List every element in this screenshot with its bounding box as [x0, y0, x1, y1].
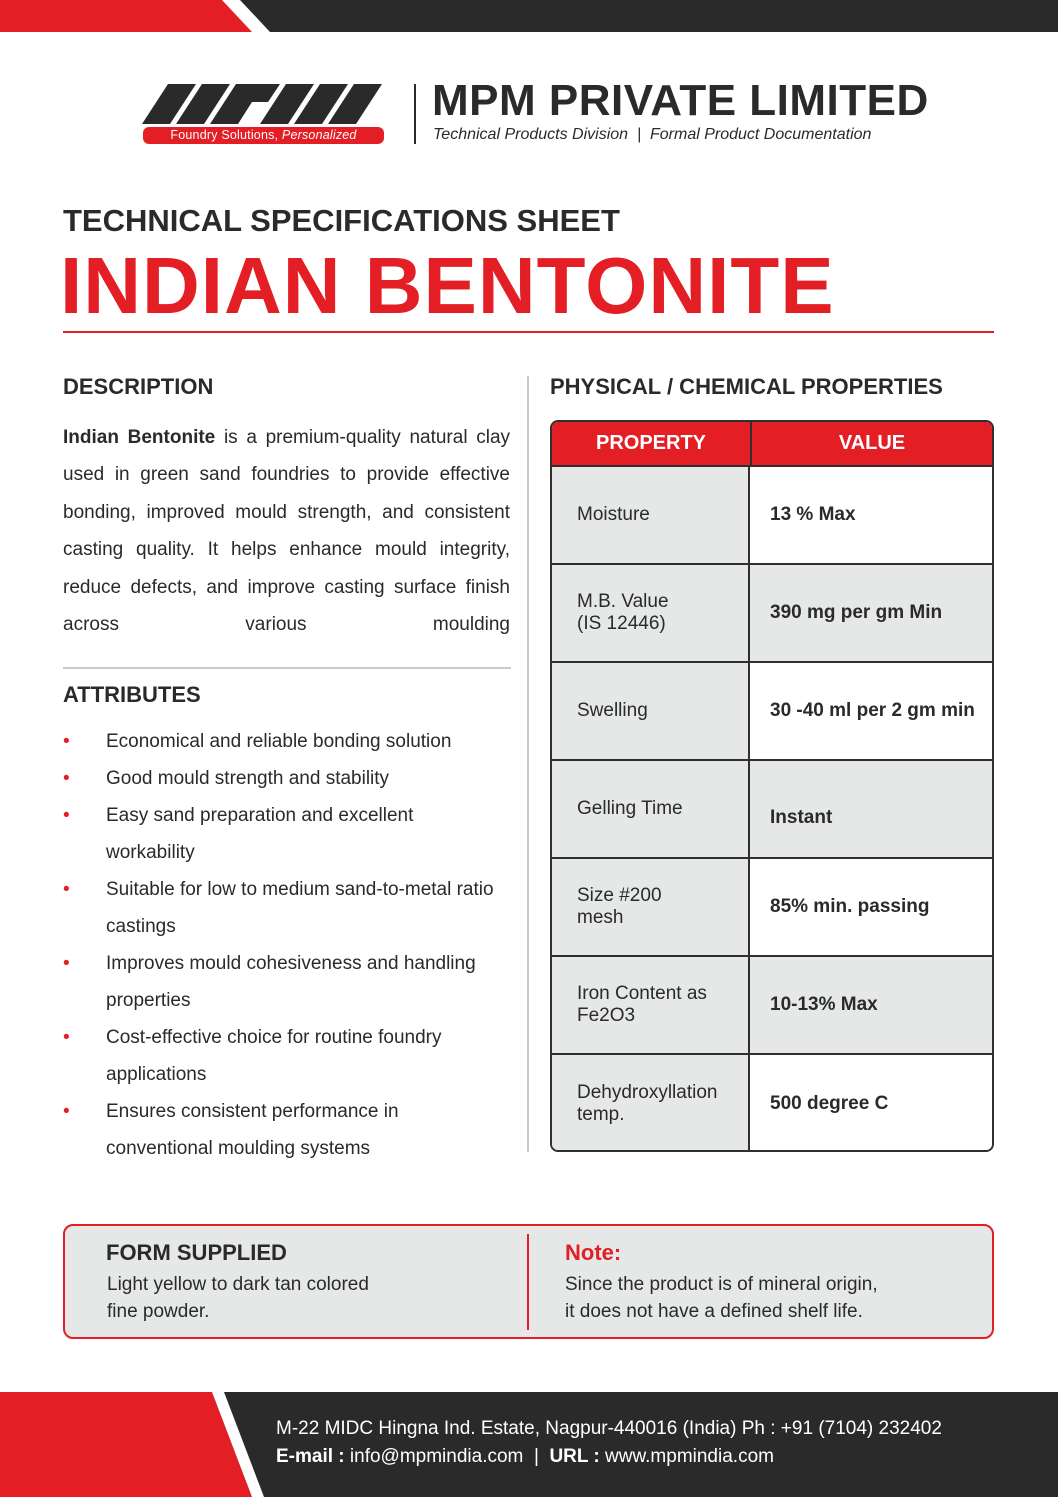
description-heading: DESCRIPTION	[63, 374, 214, 399]
property-cell: Iron Content as Fe2O3	[552, 957, 750, 1053]
table-row	[552, 1055, 992, 1152]
description-lead: Indian Bentonite	[63, 427, 216, 448]
footer-band	[0, 1392, 1058, 1497]
bullet-icon: •	[63, 1101, 70, 1122]
property-cell: Moisture	[552, 467, 750, 563]
property-cell: Size #200 mesh	[552, 859, 750, 955]
url-link[interactable]: www.mpmindia.com	[605, 1446, 774, 1467]
table-row	[552, 859, 992, 957]
footer-address: M-22 MIDC Hingna Ind. Estate, Nagpur-440016 (India) Ph : +91 (7104) 232402	[276, 1418, 942, 1439]
column-divider	[527, 376, 529, 1152]
property-cell: Gelling Time	[552, 761, 750, 857]
attribute-item: • Cost-effective choice for routine foundry applications	[63, 1019, 513, 1093]
url-label: URL :	[549, 1446, 600, 1467]
bullet-icon: •	[63, 768, 70, 789]
footer-contact	[276, 1446, 774, 1468]
mpm-stripes-logo-icon	[140, 82, 390, 128]
value-cell: 13 % Max	[750, 467, 992, 563]
top-band	[0, 0, 1058, 32]
table-row	[552, 467, 992, 565]
header-divider	[414, 84, 416, 144]
bullet-icon: •	[63, 1027, 70, 1048]
property-cell: Dehydroxyllation temp.	[552, 1055, 750, 1152]
attribute-item: • Suitable for low to medium sand-to-metal ratio castings	[63, 871, 513, 945]
attribute-item: • Improves mould cohesiveness and handling properties	[63, 945, 513, 1019]
value-cell: Instant	[750, 761, 992, 857]
bullet-icon: •	[63, 731, 70, 752]
product-title: INDIAN BENTONITE	[60, 241, 835, 330]
description-body: is a premium-quality natural clay used in green sand foundries to provide effective bonding, improved mould strength, and consistent casting quality. It helps enhance mould integrity, reduce defects, and improve casting surface finish across various moulding	[63, 427, 510, 636]
table-header	[552, 422, 992, 467]
property-cell: Swelling	[552, 663, 750, 759]
form-supplied-text: Light yellow to dark tan colored fine powder.	[107, 1274, 369, 1322]
table-row	[552, 957, 992, 1055]
bullet-icon: •	[63, 879, 70, 900]
table-row	[552, 663, 992, 761]
bullet-icon: •	[63, 805, 70, 826]
bullet-icon: •	[63, 953, 70, 974]
attributes-heading: ATTRIBUTES	[63, 682, 201, 707]
title-rule	[63, 331, 994, 333]
properties-table	[550, 420, 994, 1152]
column-header-value: VALUE	[838, 432, 906, 454]
note-heading: Note:	[565, 1240, 622, 1265]
logo-tagline: Foundry Solutions, Personalized	[143, 127, 384, 144]
value-cell: 10-13% Max	[750, 957, 992, 1053]
info-box-divider	[527, 1234, 529, 1330]
attributes-list	[63, 723, 513, 1167]
description-rule	[63, 667, 511, 669]
email-label: E-mail :	[276, 1446, 345, 1467]
attribute-item: • Good mould strength and stability	[63, 760, 513, 797]
attribute-item: • Easy sand preparation and excellent workability	[63, 797, 513, 871]
note-text: Since the product is of mineral origin, it does not have a defined shelf life.	[565, 1274, 878, 1322]
company-name: MPM PRIVATE LIMITED	[432, 76, 929, 125]
document-type-title: TECHNICAL SPECIFICATIONS SHEET	[63, 203, 620, 238]
email-link[interactable]: info@mpmindia.com	[349, 1446, 524, 1467]
table-row	[552, 761, 992, 859]
value-cell: 390 mg per gm Min	[750, 565, 992, 661]
column-header-property: PROPERTY	[552, 422, 752, 465]
property-cell: M.B. Value (IS 12446)	[552, 565, 750, 661]
attribute-item: • Ensures consistent performance in conventional moulding systems	[63, 1093, 513, 1167]
description-text	[63, 419, 510, 643]
footer-separator: |	[533, 1446, 539, 1467]
table-row	[552, 565, 992, 663]
attribute-item: • Economical and reliable bonding solution	[63, 723, 513, 760]
company-subtitle: Technical Products Division | Formal Product Documentation	[433, 126, 872, 143]
value-cell: 85% min. passing	[750, 859, 992, 955]
form-supplied-heading: FORM SUPPLIED	[106, 1240, 287, 1265]
value-cell: 500 degree C	[750, 1055, 992, 1152]
value-cell: 30 -40 ml per 2 gm min	[750, 663, 992, 759]
properties-heading: PHYSICAL / CHEMICAL PROPERTIES	[550, 374, 943, 399]
